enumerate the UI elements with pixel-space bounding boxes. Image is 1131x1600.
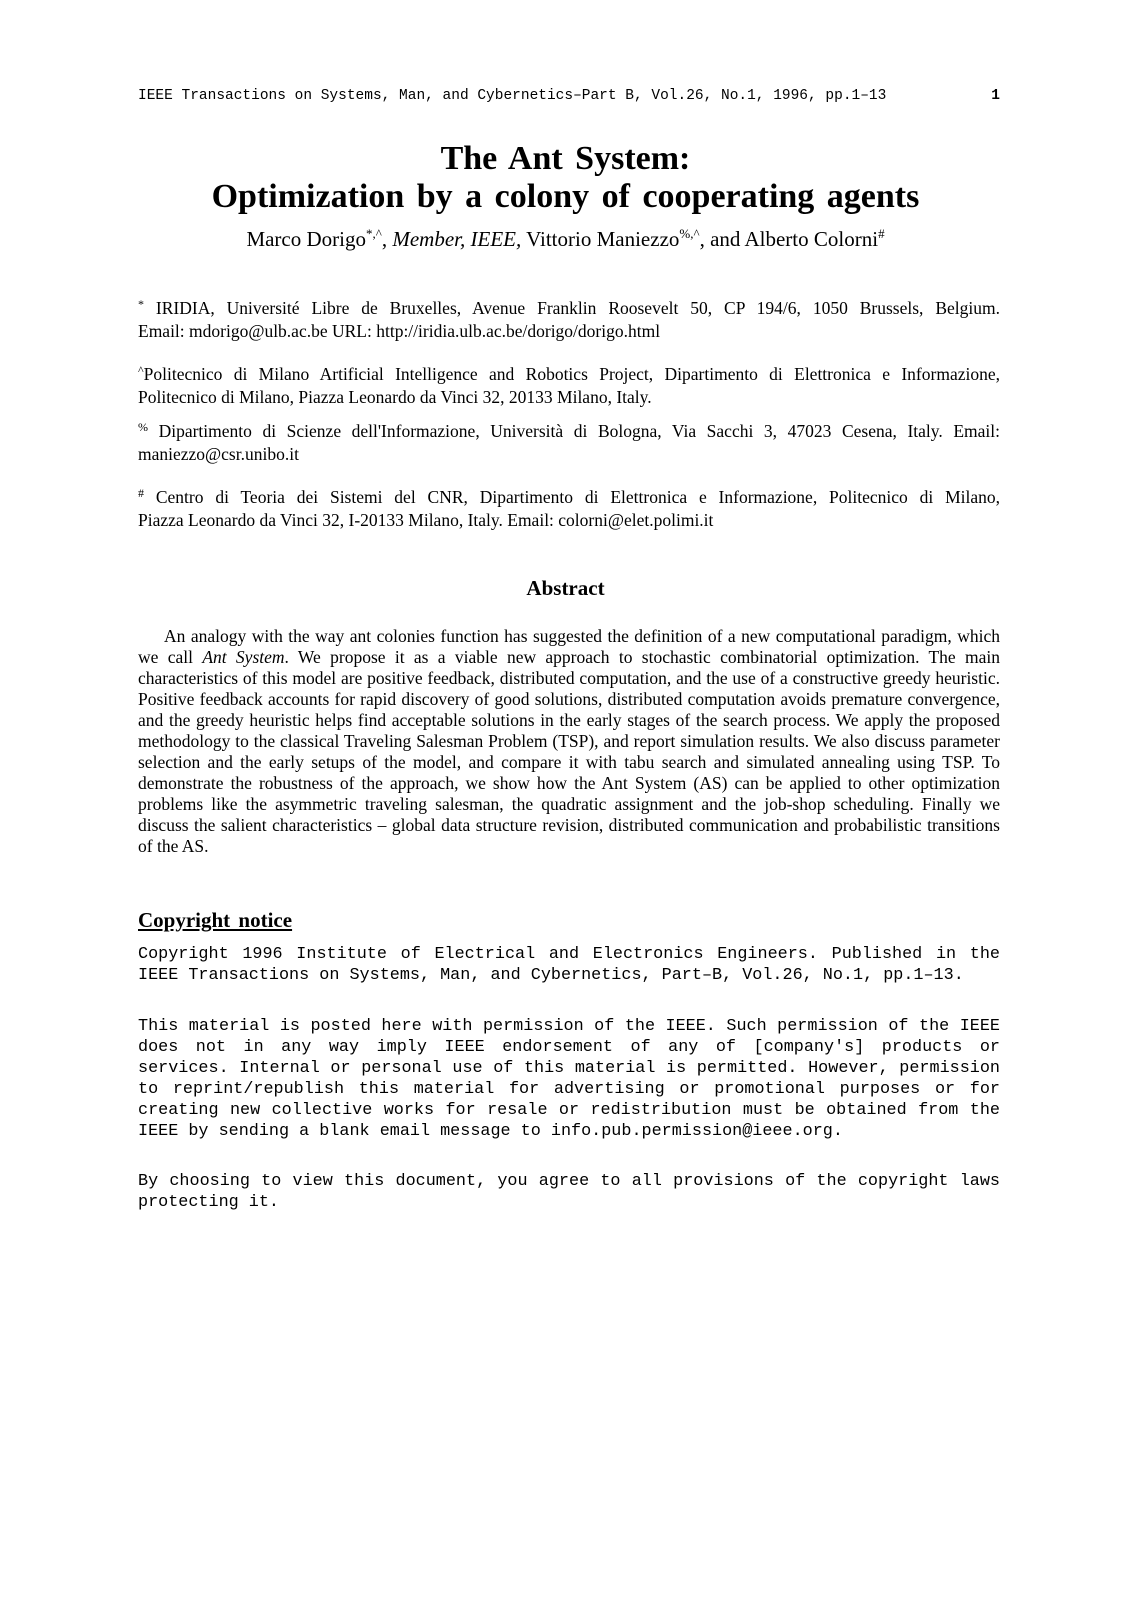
running-head — [138, 88, 1000, 104]
author-1-name: Marco Dorigo — [246, 227, 366, 251]
author-3-marks: # — [878, 226, 885, 241]
affiliation-iridia — [138, 298, 1000, 342]
title-line-2: Optimization by a colony of cooperating agents — [211, 178, 920, 215]
journal-citation: IEEE Transactions on Systems, Man, and Cybernetics–Part B, Vol.26, No.1, 1996, pp.1–13 — [138, 88, 887, 104]
author-1-marks: *,^ — [366, 226, 382, 241]
affiliation-line-2: Email: mdorigo@ulb.ac.be URL: http://iridia.ulb.ac.be/dorigo/dorigo.html — [138, 321, 661, 341]
author-2-name: Vittorio Maniezzo — [526, 227, 680, 251]
affiliation-line-1: Centro di Teoria dei Sistemi del CNR, Dipartimento di Elettronica e Informazione, Politecnico di Milano, — [144, 487, 1000, 507]
author-list: Marco Dorigo*,^, Member, IEEE, Vittorio Maniezzo%,^, and Alberto Colorni# — [246, 226, 885, 251]
affiliation-line-2: Politecnico di Milano, Piazza Leonardo da Vinci 32, 20133 Milano, Italy. — [138, 387, 652, 407]
author-2-marks: %,^ — [679, 226, 700, 241]
affiliation-cnr — [138, 487, 1000, 531]
abstract-body — [138, 626, 1000, 857]
copyright-paragraph-3: By choosing to view this document, you agree to all provisions of the copyright laws protecting it. — [138, 1172, 1000, 1212]
abstract-text-end: . We propose it as a viable new approach to stochastic combinatorial optimization. The main characteristics of this model are positive feedback, distributed computation, and the use of a constructive greedy heuristic. Positive feedback accounts for rapid discovery of good solutions, distributed computation avoids premature convergence, and the greedy heuristic helps find acceptable solutions in the early stages of the search process. We apply the proposed methodology to the classical Traveling Salesman Problem (TSP), and report simulation results. We also discuss parameter selection and the early setups of the model, and compare it with tabu search and simulated annealing using TSP. To demonstrate the robustness of the approach, we show how the Ant System (AS) can be applied to other optimization problems like the asymmetric traveling salesman, the quadratic assignment and the job-shop scheduling. Finally we discuss the salient characteristics – global data structure revision, distributed communication and probabilistic transitions of the AS. — [138, 647, 1000, 856]
affiliation-line-1: IRIDIA, Université Libre de Bruxelles, Avenue Franklin Roosevelt 50, CP 194/6, 1050 Brussels, Belgium. — [144, 298, 1000, 318]
affiliation-mark: ^ — [138, 363, 144, 377]
affiliation-mark: # — [138, 486, 144, 500]
affiliation-line-1: Politecnico di Milano Artificial Intelligence and Robotics Project, Dipartimento di Elettronica e Informazione, — [143, 364, 1000, 384]
affiliation-polimi-airp — [138, 364, 1000, 408]
paper-title — [100, 140, 1031, 216]
page-number: 1 — [991, 88, 1000, 104]
abstract-heading: Abstract — [526, 576, 605, 600]
copyright-paragraph-2: This material is posted here with permission of the IEEE. Such permission of the IEEE does not in any way imply IEEE endorsement of any of [company's] products or services. Internal or personal use of this material is permitted. However, permission to reprint/republish this material for advertising or promotional purposes or for creating new collective works for resale or redistribution must be obtained from the IEEE by sending a blank email message to info.pub.permission@ieee.org. — [138, 1017, 1000, 1141]
affiliation-mark: % — [138, 420, 148, 434]
affiliation-line-1: Dipartimento di Scienze dell'Informazione, Università di Bologna, Via Sacchi 3, 47023 Cesena, Italy. Email: — [148, 421, 1000, 441]
copyright-paragraph-1: Copyright 1996 Institute of Electrical and Electronics Engineers. Published in the IEEE Transactions on Systems, Man, and Cybernetics, Part–B, Vol.26, No.1, pp.1–13. — [138, 945, 1000, 985]
affiliation-line-2: maniezzo@csr.unibo.it — [138, 444, 299, 464]
abstract-text-start: An analogy with the way ant colonies function has suggested the definition of a new computational paradigm, which we call — [138, 626, 1000, 667]
author-1-role: Member, IEEE, — [392, 227, 522, 251]
title-line-1: The Ant System: — [440, 140, 691, 177]
author-3-name: , and Alberto Colorni — [699, 227, 879, 251]
abstract-italic-term: Ant System — [202, 647, 285, 667]
copyright-heading: Copyright notice — [138, 908, 293, 932]
affiliation-mark: * — [138, 297, 144, 311]
affiliation-bologna — [138, 421, 1000, 465]
affiliation-line-2: Piazza Leonardo da Vinci 32, I-20133 Milano, Italy. Email: colorni@elet.polimi.it — [138, 510, 714, 530]
